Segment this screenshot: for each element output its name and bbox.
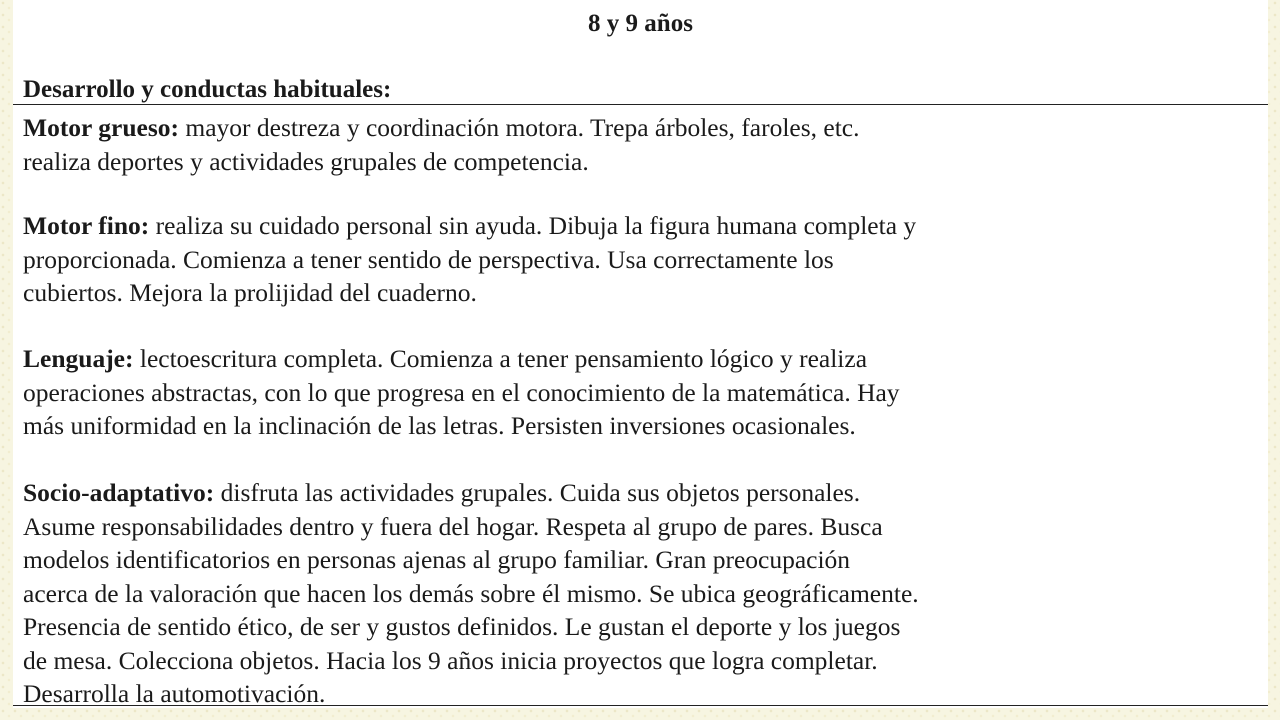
paragraph-text: mayor destreza y coordinación motora. Trepa árboles, faroles, etc. bbox=[179, 113, 860, 142]
paragraph-line: Asume responsabilidades dentro y fuera del hogar. Respeta al grupo de pares. Busca bbox=[23, 511, 883, 541]
paragraph-line bbox=[23, 209, 1263, 243]
document-page bbox=[13, 0, 1268, 708]
paragraph-text: disfruta las actividades grupales. Cuida sus objetos personales. bbox=[214, 478, 861, 507]
paragraph-line: Desarrolla la automotivación. bbox=[23, 679, 326, 708]
paragraph-text: realiza su cuidado personal sin ayuda. Dibuja la figura humana completa y bbox=[149, 211, 917, 240]
paragraph-line: realiza deportes y actividades grupales de competencia. bbox=[23, 146, 589, 176]
paragraph-label: Lenguaje: bbox=[23, 344, 134, 373]
paragraph-lenguaje bbox=[23, 342, 1263, 443]
page-title: 8 y 9 años bbox=[588, 10, 693, 37]
paragraph-line: cubiertos. Mejora la prolijidad del cuaderno. bbox=[23, 278, 477, 307]
paragraph-line: proporcionada. Comienza a tener sentido de perspectiva. Usa correctamente los bbox=[23, 244, 834, 274]
paragraph-line: modelos identificatorios en personas ajenas al grupo familiar. Gran preocupación bbox=[23, 545, 851, 574]
paragraph-line: de mesa. Colecciona objetos. Hacia los 9 años inicia proyectos que logra completar. bbox=[23, 645, 878, 675]
paragraph-line: operaciones abstractas, con lo que progresa en el conocimiento de la matemática. Hay bbox=[23, 377, 900, 407]
paragraph-line: Presencia de sentido ético, de ser y gustos definidos. Le gustan el deporte y los juegos bbox=[23, 612, 901, 641]
paragraph-socio-adaptativo bbox=[23, 476, 1263, 711]
paragraph-text: lectoescritura completa. Comienza a tener pensamiento lógico y realiza bbox=[133, 344, 868, 373]
paragraph-label: Motor grueso: bbox=[23, 113, 180, 142]
paragraph-line: acerca de la valoración que hacen los demás sobre él mismo. Se ubica geográficamente. bbox=[23, 578, 919, 608]
table-rule-top bbox=[13, 104, 1268, 105]
paragraph-label: Socio-adaptativo: bbox=[23, 478, 215, 507]
paragraph-line bbox=[23, 111, 1263, 145]
paragraph-motor-grueso bbox=[23, 111, 1263, 178]
section-heading: Desarrollo y conductas habituales: bbox=[23, 76, 392, 103]
paragraph-line bbox=[23, 342, 1263, 376]
paragraph-motor-fino bbox=[23, 209, 1263, 310]
paragraph-line bbox=[23, 476, 1263, 510]
paragraph-label: Motor fino: bbox=[23, 211, 150, 240]
table-rule-bottom bbox=[13, 705, 1268, 706]
paragraph-line: más uniformidad en la inclinación de las letras. Persisten inversiones ocasionales. bbox=[23, 411, 856, 440]
